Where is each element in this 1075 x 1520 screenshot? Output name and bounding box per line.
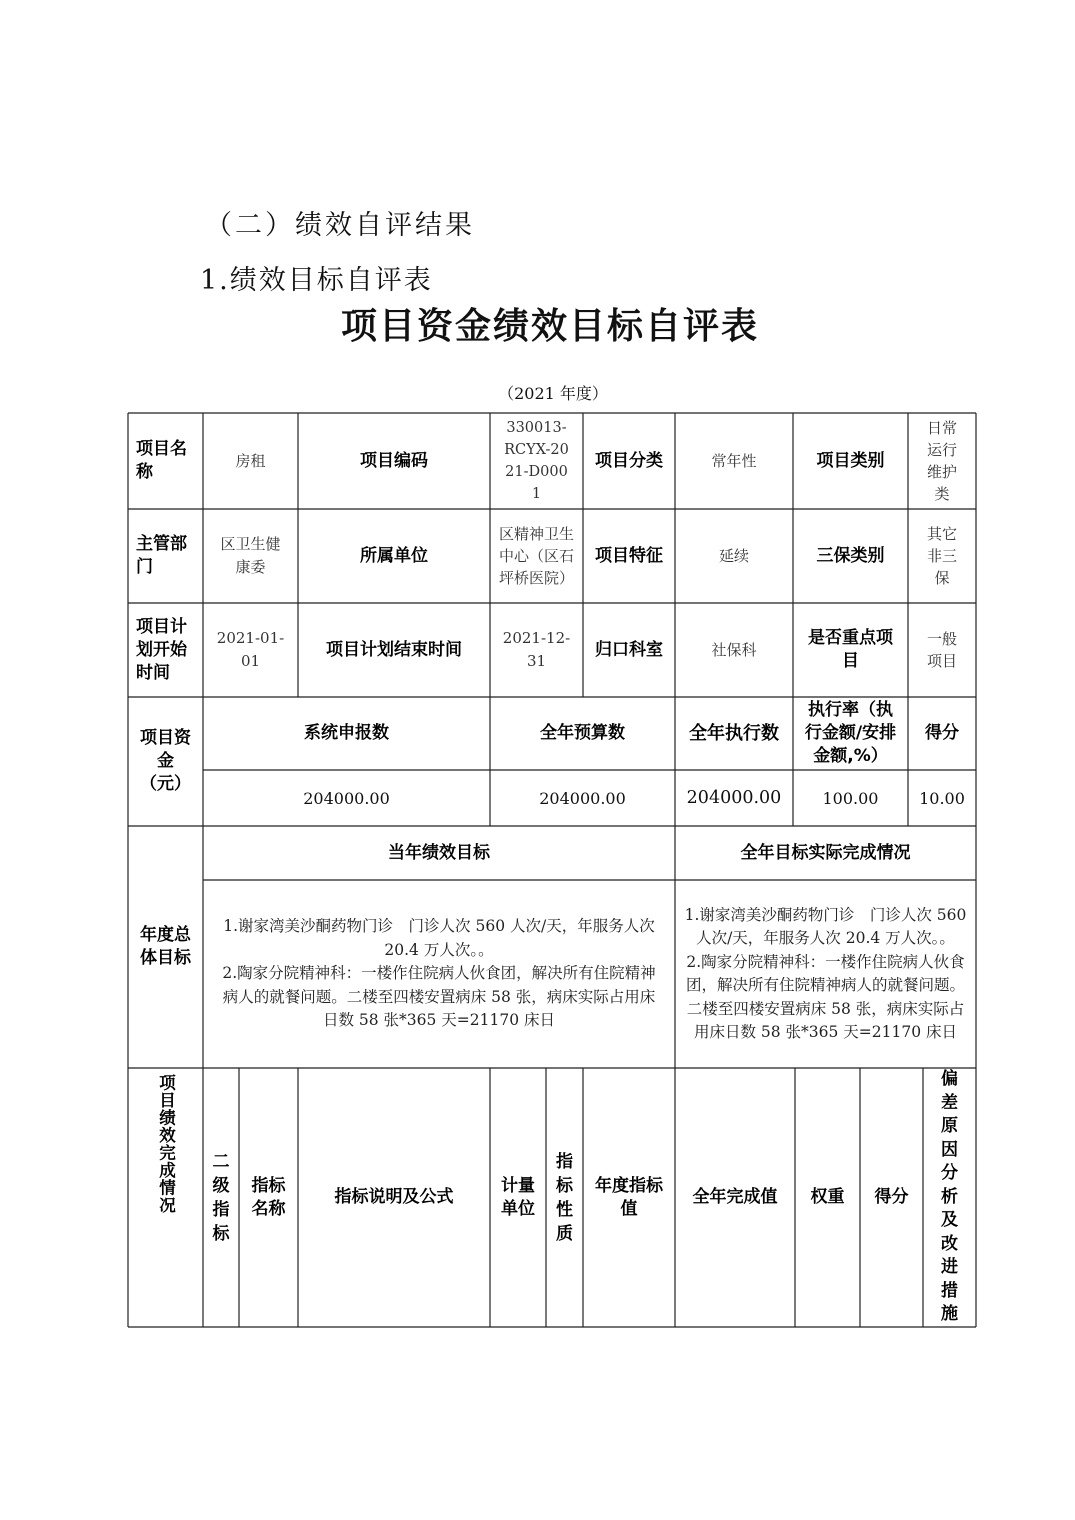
- unit-header: 计量单位: [501, 1175, 535, 1219]
- indicator-name-header: 指标名称: [251, 1175, 286, 1219]
- section-heading: （二）绩效自评结果: [205, 210, 475, 241]
- responsible-office-label: 归口科室: [595, 639, 663, 660]
- key-project-label: 是否重点项目: [808, 628, 893, 671]
- annual-target-line-1: 1.谢家湾美沙酮药物门诊 门诊人次 560 人次/天，年服务人次 20.4 万人次。。: [223, 917, 655, 959]
- execution-rate-header: 执行率（执行金额/安排金额,%）: [804, 700, 897, 766]
- performance-section-label: [128, 1068, 203, 1327]
- funds-score-value: 10.00: [919, 788, 965, 808]
- indicator-nature-header: 指标性质: [556, 1151, 573, 1244]
- affiliated-unit-label: 所属单位: [360, 545, 428, 566]
- plan-end-label: 项目计划结束时间: [326, 639, 462, 660]
- project-funds-label: 项目资金（元）: [140, 728, 191, 794]
- performance-section-text: 项目绩效完成情况: [156, 1074, 176, 1214]
- indicator-formula-header: 指标说明及公式: [334, 1187, 454, 1207]
- project-class-value: 常年性: [711, 451, 757, 470]
- declared-amount-header: 系统申报数: [304, 723, 389, 743]
- funds-score-header: 得分: [925, 723, 959, 743]
- affiliated-unit-value: 区精神卫生中心（区石坪桥医院）: [498, 525, 574, 587]
- project-feature-value: 延续: [718, 546, 749, 565]
- sanbao-category-value: 其它非三保: [926, 525, 957, 587]
- annual-budget-value: 204000.00: [539, 788, 626, 808]
- annual-completion-value-header: 全年完成值: [692, 1187, 778, 1207]
- annual-executed-header: 全年执行数: [689, 723, 779, 744]
- project-type-label: 项目类别: [816, 450, 885, 471]
- annual-executed-value: 204000.00: [686, 787, 782, 808]
- annual-target-header: 当年绩效目标: [388, 842, 490, 863]
- project-class-label: 项目分类: [595, 450, 663, 471]
- actual-completion-line-2: 2.陶家分院精神科：一楼作住院病人伙食团，解决所有住院精神病人的就餐问题。二楼至四楼安置病床 58 张，病床实际占用床日数 58 张*365 天=21170 床日: [685, 952, 965, 1041]
- key-project-value: 一般项目: [926, 630, 957, 670]
- supervising-dept-value: 区卫生健康委: [220, 535, 281, 576]
- subsection-heading: 1.绩效目标自评表: [200, 265, 433, 296]
- secondary-indicator-header: 二级指标: [212, 1151, 230, 1244]
- project-code-value: 330013-RCYX-2021-D0001: [504, 420, 569, 502]
- actual-completion-text: [675, 880, 976, 1068]
- declared-amount-value: 204000.00: [303, 788, 390, 808]
- plan-start-value: 2021-01-01: [216, 629, 285, 670]
- project-name-label: 项目名称: [136, 439, 187, 482]
- actual-completion-header: 全年目标实际完成情况: [740, 842, 911, 863]
- score-header: 得分: [874, 1187, 909, 1207]
- annual-budget-header: 全年预算数: [540, 723, 625, 743]
- plan-start-label: 项目计划开始时间: [136, 616, 187, 683]
- table-title: 项目资金绩效目标自评表: [340, 306, 759, 347]
- responsible-office-value: 社保科: [711, 640, 757, 659]
- annual-target-text: [203, 880, 675, 1068]
- project-feature-label: 项目特征: [595, 545, 663, 566]
- annual-goal-label: 年度总体目标: [140, 925, 191, 968]
- project-type-value: 日常运行维护类: [926, 419, 957, 503]
- deviation-analysis-header: 偏差原因分析及改进措施: [941, 1069, 958, 1325]
- year-note: （2021 年度）: [498, 384, 608, 403]
- supervising-dept-label: 主管部门: [136, 534, 187, 577]
- project-code-label: 项目编码: [360, 450, 428, 471]
- plan-end-value: 2021-12-31: [502, 629, 571, 670]
- weight-header: 权重: [810, 1187, 845, 1207]
- annual-target-line-2: 2.陶家分院精神科：一楼作住院病人伙食团，解决所有住院精神病人的就餐问题。二楼至四楼安置病床 58 张，病床实际占用床日数 58 张*365 天=21170 床日: [222, 964, 656, 1030]
- actual-completion-line-1: 1.谢家湾美沙酮药物门诊 门诊人次 560 人次/天，年服务人次 20.4 万人次。。: [684, 905, 967, 947]
- annual-indicator-value-header: 年度指标值: [595, 1175, 663, 1219]
- execution-rate-value: 100.00: [822, 788, 879, 808]
- sanbao-category-label: 三保类别: [816, 545, 885, 566]
- project-name-value: 房租: [235, 451, 266, 470]
